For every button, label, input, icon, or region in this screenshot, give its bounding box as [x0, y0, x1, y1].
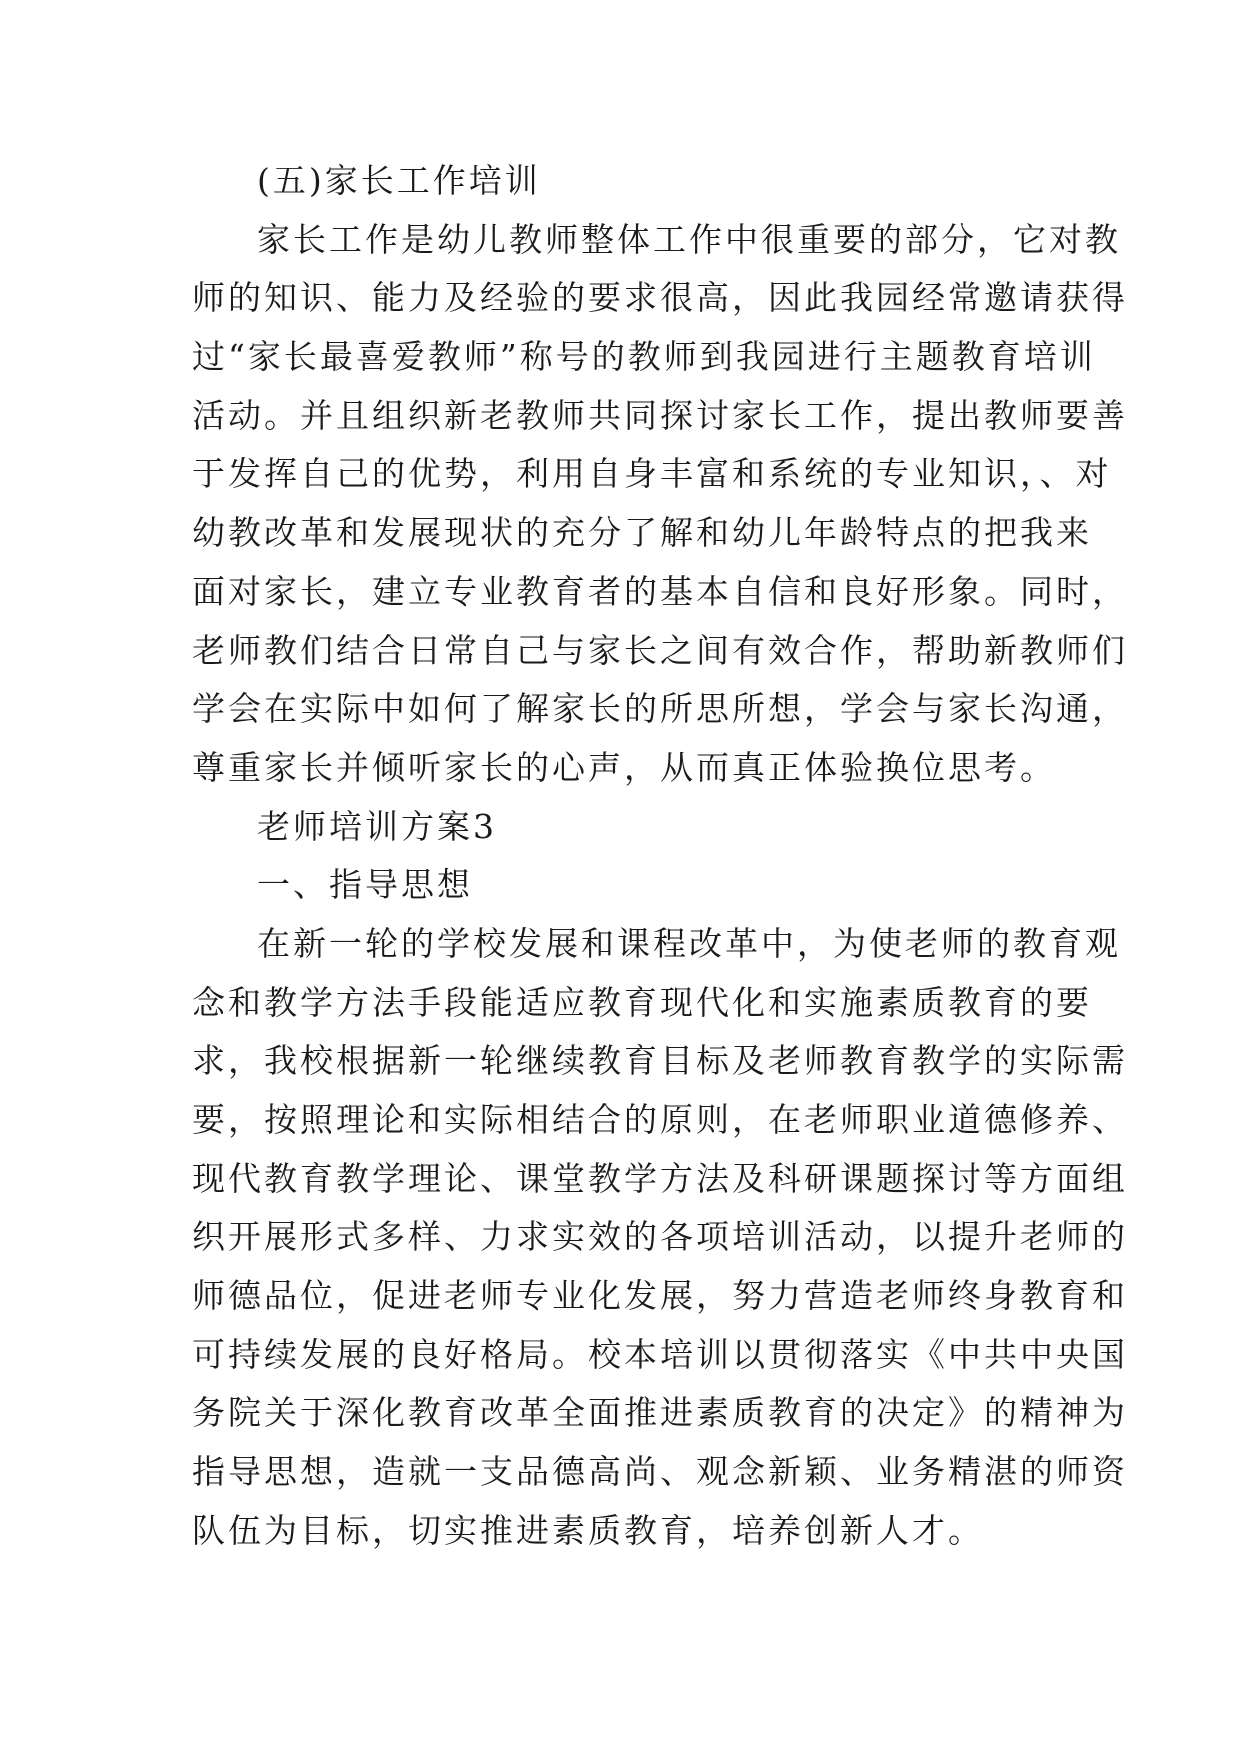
paragraph-line: 要，按照理论和实际相结合的原则，在老师职业道德修养、	[192, 1100, 1128, 1139]
paragraph-line: 面对家长，建立专业教育者的基本自信和良好形象。同时，	[192, 571, 1128, 611]
paragraph-line: 学会在实际中如何了解家长的所思所想，学会与家长沟通，	[192, 689, 1128, 729]
section-heading-parent-training: (五)家长工作培训	[257, 161, 541, 200]
paragraph-line: 念和教学方法手段能适应教育现代化和实施素质教育的要	[192, 982, 1092, 1022]
section-heading-guiding-ideology: 一、指导思想	[257, 865, 473, 905]
plan-title: 老师培训方案3	[257, 806, 497, 846]
paragraph-line: 于发挥自己的优势，利用自身丰富和系统的专业知识，、对	[192, 454, 1112, 494]
paragraph-line: 指导思想，造就一支品德高尚、观念新颖、业务精湛的师资	[192, 1452, 1128, 1492]
paragraph-line: 求，我校根据新一轮继续教育目标及老师教育教学的实际需	[192, 1041, 1128, 1081]
paragraph-line: 尊重家长并倾听家长的心声，从而真正体验换位思考。	[192, 747, 1056, 787]
paragraph-line: 在新一轮的学校发展和课程改革中，为使老师的教育观	[257, 923, 1121, 963]
paragraph-line: 织开展形式多样、力求实效的各项培训活动，以提升老师的	[192, 1217, 1128, 1257]
paragraph-line: 活动。并且组织新老教师共同探讨家长工作，提出教师要善	[192, 395, 1128, 435]
paragraph-line: 师的知识、能力及经验的要求很高，因此我园经常邀请获得	[192, 278, 1128, 318]
paragraph-line: 家长工作是幼儿教师整体工作中很重要的部分，它对教	[257, 219, 1121, 259]
document-body	[192, 152, 1128, 1561]
paragraph-line: 务院关于深化教育改革全面推进素质教育的决定》的精神为	[192, 1393, 1128, 1433]
paragraph-line: 现代教育教学理论、课堂教学方法及科研课题探讨等方面组	[192, 1158, 1128, 1198]
paragraph-line: 幼教改革和发展现状的充分了解和幼儿年龄特点的把我来	[192, 513, 1092, 553]
paragraph-line: 队伍为目标，切实推进素质教育，培养创新人才。	[192, 1510, 984, 1550]
paragraph-line: 师德品位，促进老师专业化发展，努力营造老师终身教育和	[192, 1276, 1128, 1316]
paragraph-line: 过“家长最喜爱教师”称号的教师到我园进行主题教育培训	[192, 337, 1096, 377]
paragraph-line: 可持续发展的良好格局。校本培训以贯彻落实《中共中央国	[192, 1334, 1128, 1374]
paragraph-line: 老师教们结合日常自己与家长之间有效合作，帮助新教师们	[192, 630, 1128, 670]
